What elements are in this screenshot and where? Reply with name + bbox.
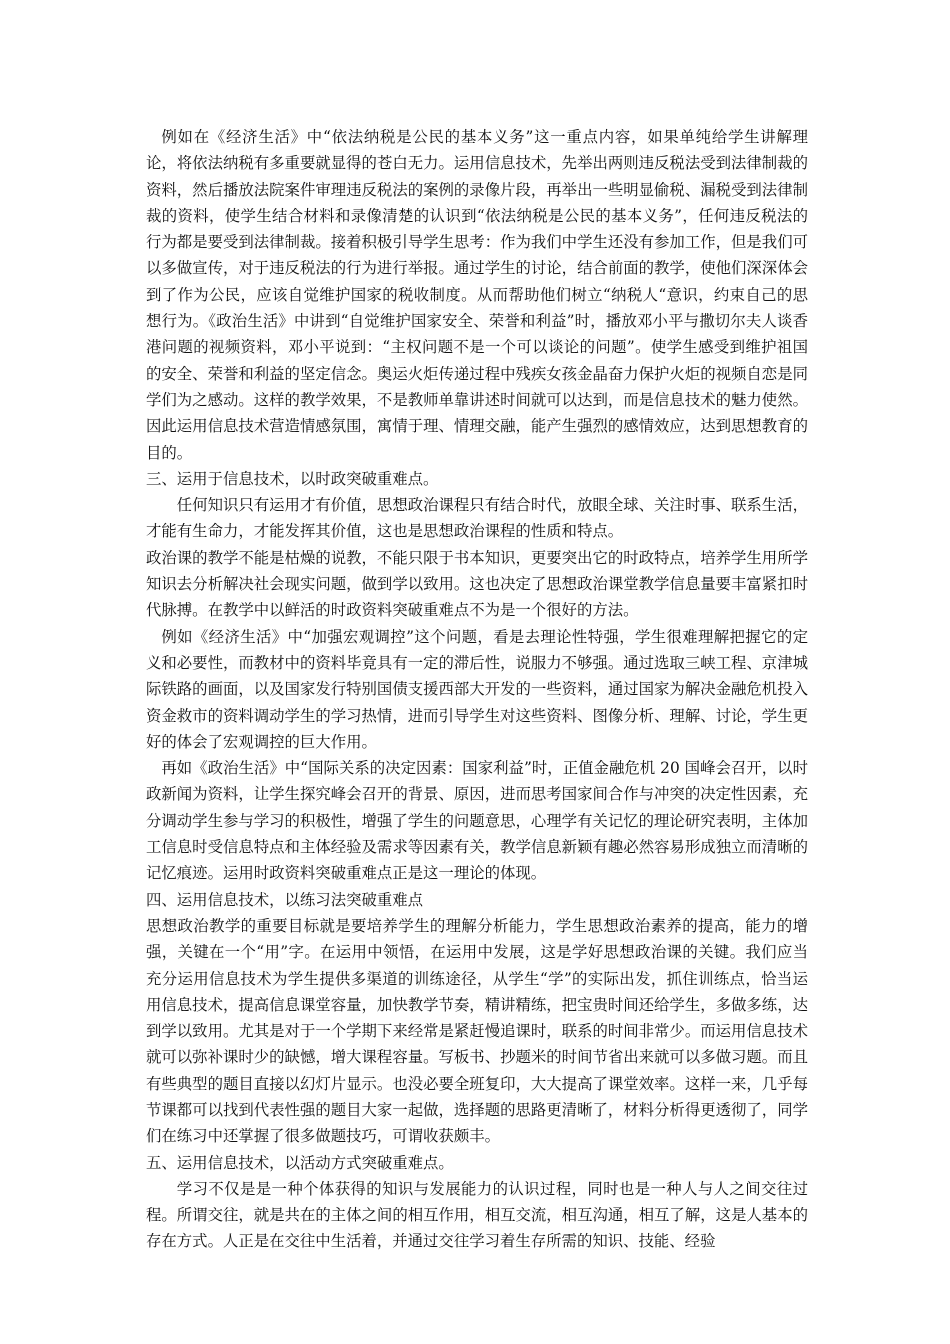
paragraph-4: 例如《经济生活》中“加强宏观调控”这个问题，看是去理论性特强，学生很难理解把握它的定义和必要性，而教材中的资料毕竟具有一定的滞后性，说服力不够强。通过选取三峡工程、京津城际铁路的画面，以及国家发行特别国债支援西部大开发的一些资料，通过国家为解决金融危机投入资金救市的资料调动学生的学习热情，进而引导学生对这些资料、图像分析、理解、讨论，学生更好的体会了宏观调控的巨大作用。: [146, 627, 808, 751]
paragraph-7: 学习不仅是是一种个体获得的知识与发展能力的认识过程，同时也是一种人与人之间交往过程。所谓交往，就是共在的主体之间的相互作用，相互交流，相互沟通，相互了解，这是人基本的存在方式。人正是在交往中生活着，并通过交往学习着生存所需的知识、技能、经验: [146, 1179, 808, 1251]
section-heading-5: 五、运用信息技术，以活动方式突破重难点。: [146, 1153, 454, 1172]
paragraph-1: 例如在《经济生活》中“依法纳税是公民的基本义务”这一重点内容，如果单纯给学生讲解理论，将依法纳税有多重要就显得的苍白无力。运用信息技术，先举出两则违反税法受到法律制裁的资料，然后播放法院案件审理违反税法的案例的录像片段，再举出一些明显偷税、漏税受到法律制裁的资料，使学生结合材料和录像清楚的认识到“依法纳税是公民的基本义务”，任何违反税法的行为都是要受到法律制裁。接着积极引导学生思考：作为我们中学生还没有参加工作，但是我们可以多做宣传，对于违反税法的行为进行举报。通过学生的讨论，结合前面的教学，使他们深深体会到了作为公民，应该自觉维护国家的税收制度。从而帮助他们树立“纳税人“意识，约束自己的思想行为。《政治生活》中讲到“自觉维护国家安全、荣誉和利益”时，播放邓小平与撒切尔夫人谈香港问题的视频资料，邓小平说到：“主权问题不是一个可以谈论的问题”。使学生感受到维护祖国的安全、荣誉和利益的坚定信念。奥运火炬传递过程中残疾女孩金晶奋力保护火炬的视频自恋是同学们为之感动。这样的教学效果，不是教师单靠讲述时间就可以达到，而是信息技术的魅力使然。因此运用信息技术营造情感氛围，寓情于理、情理交融，能产生强烈的感情效应，达到思想教育的目的。: [146, 128, 808, 462]
document-body: [146, 124, 808, 1255]
paragraph-6: 思想政治教学的重要目标就是要培养学生的理解分析能力，学生思想政治素养的提高，能力的增强，关键在一个“用”字。在运用中领悟，在运用中发展，这是学好思想政治课的关键。我们应当充分运用信息技术为学生提供多渠道的训练途径，从学生“学”的实际出发，抓住训练点，恰当运用信息技术，提高信息课堂容量，加快教学节奏，精讲精练，把宝贵时间还给学生，多做多练，达到学以致用。尤其是对于一个学期下来经常是紧赶慢追课时，联系的时间非常少。而运用信息技术就可以弥补课时少的缺憾，增大课程容量。写板书、抄题米的时间节省出来就可以多做习题。而且有些典型的题目直接以幻灯片显示。也没必要全班复印，大大提高了课堂效率。这样一来，几乎每节课都可以找到代表性强的题目大家一起做，选择题的思路更清晰了，材料分析得更透彻了，同学们在练习中还掌握了很多做题技巧，可谓收获颇丰。: [146, 916, 808, 1146]
paragraph-2: 任何知识只有运用才有价值，思想政治课程只有结合时代，放眼全球、关注时事、联系生活，才能有生命力，才能发挥其价值，这也是思想政治课程的性质和特点。: [146, 496, 808, 541]
paragraph-5: 再如《政治生活》中“国际关系的决定因素：国家利益”时，正值金融危机 20 国峰会召开，以时政新闻为资料，让学生探究峰会召开的背景、原因，进而思考国家间合作与冲突的决定性因素，充分调动学生参与学习的积极性，增强了学生的问题意思，心理学有关记忆的理论研究表明，主体加工信息时受信息特点和主体经验及需求等因素有关，教学信息新颖有趣必然容易形成独立而清晰的记忆痕迹。运用时政资料突破重难点正是这一理论的体现。: [146, 759, 808, 883]
paragraph-3: 政治课的教学不能是枯燥的说教，不能只限于书本知识，更要突出它的时政特点，培养学生用所学知识去分析解决社会现实问题，做到学以致用。这也决定了思想政治课堂教学信息量要丰富紧扣时代脉搏。在教学中以鲜活的时政资料突破重难点不为是一个很好的方法。: [146, 548, 808, 620]
section-heading-4: 四、运用信息技术，以练习法突破重难点: [146, 890, 424, 909]
section-heading-3: 三、运用于信息技术，以时政突破重难点。: [146, 469, 439, 488]
